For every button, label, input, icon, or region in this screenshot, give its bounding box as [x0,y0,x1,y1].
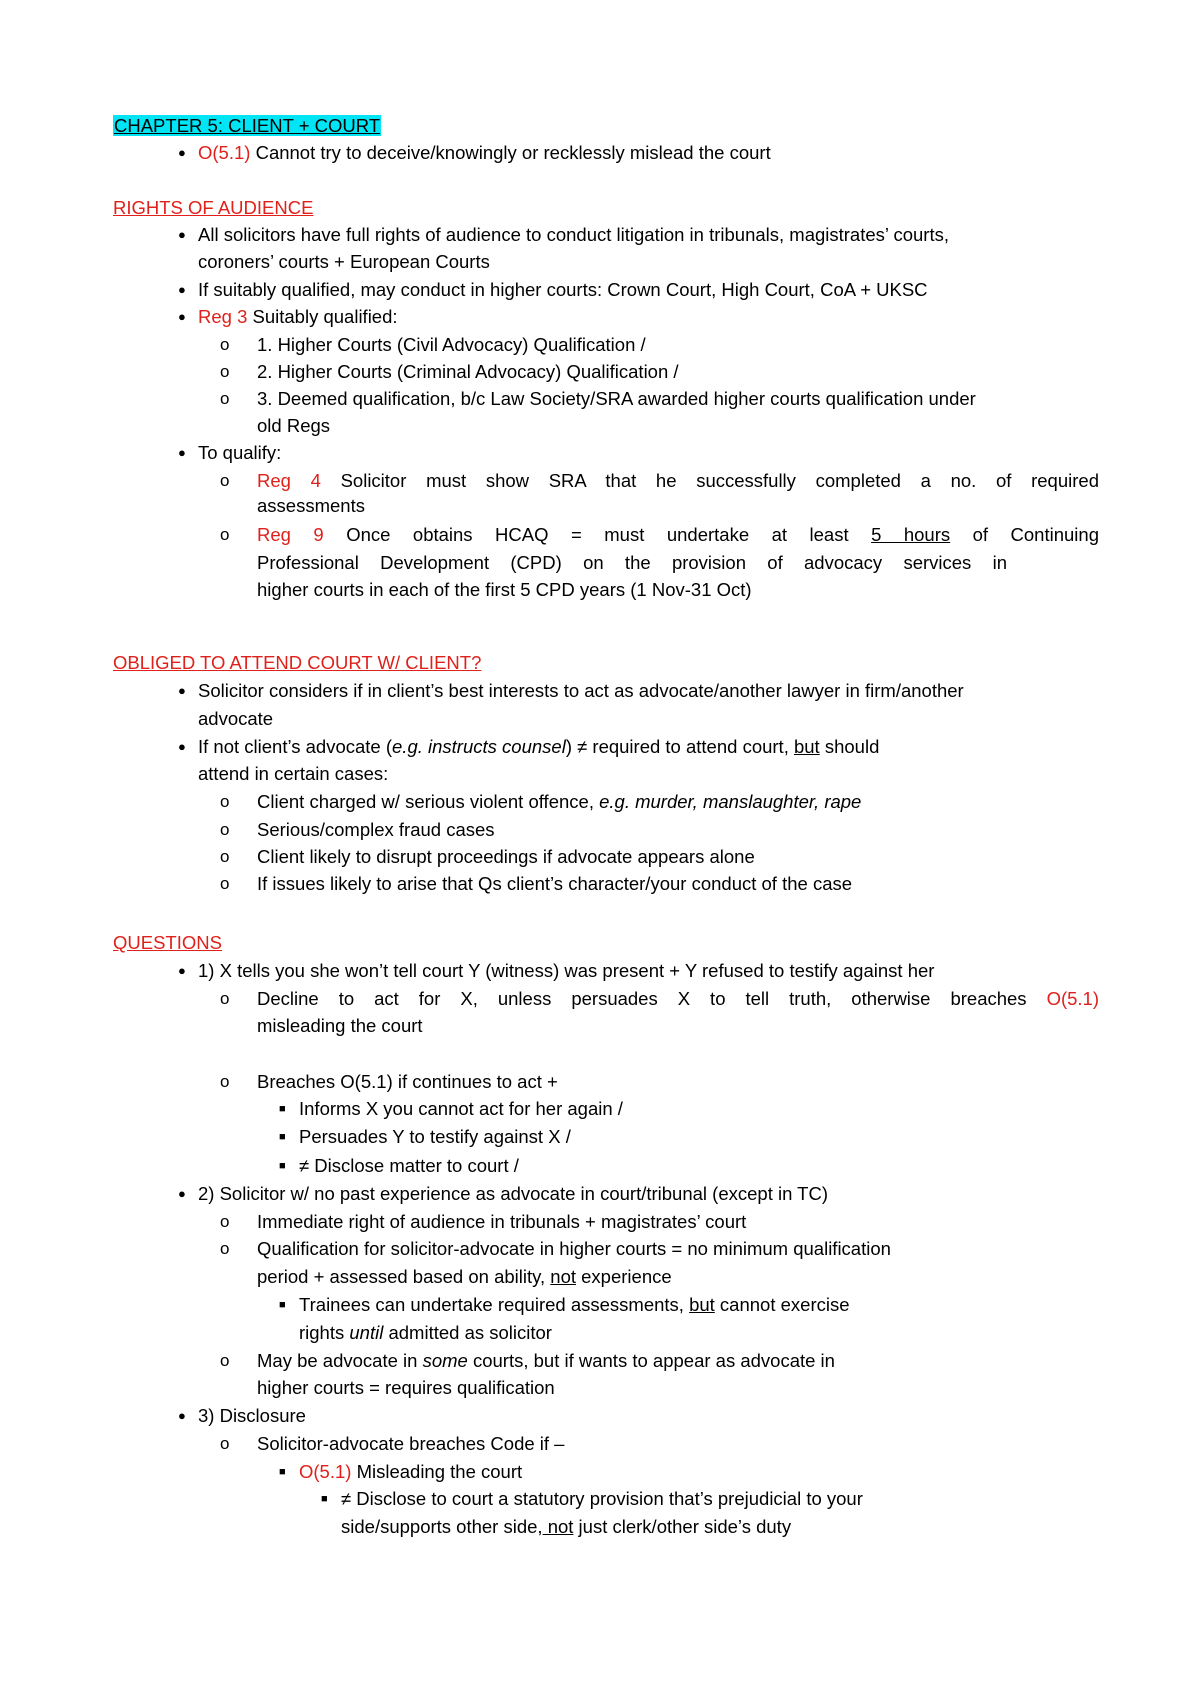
bullet: ● [178,145,186,160]
bullet: o [220,792,230,811]
bullet: o [220,989,230,1008]
q2-trainees-line2: rights until admitted as solicitor [299,1322,552,1343]
qual-3-cont: old Regs [257,415,331,436]
bullet: ● [178,739,186,754]
q3-disclose-line1: ≠ Disclose to court a statutory provision that’s prejudicial to your [341,1488,863,1509]
bullet: o [220,1072,230,1091]
bullet: ● [178,309,186,324]
bullet: o [220,874,230,893]
bullet: ■ [279,1299,286,1311]
q3-disclose-line2: side/supports other side, not just clerk/other side’s duty [341,1516,792,1537]
bullet: o [220,1434,230,1453]
questions-heading: QUESTIONS [113,932,222,953]
bullet: o [220,1351,230,1370]
chapter-title: CHAPTER 5: CLIENT + COURT [114,115,381,136]
case-disrupt: Client likely to disrupt proceedings if advocate appears alone [257,846,755,867]
question-1: 1) X tells you she won’t tell court Y (witness) was present + Y refused to testify against her [198,960,935,981]
bullet: o [220,820,230,839]
q2-qualification-line2: period + assessed based on ability, not experience [257,1266,672,1287]
bullet: o [220,335,230,354]
case-character: If issues likely to arise that Qs client’s character/your conduct of the case [257,873,853,894]
bullet: ● [178,963,186,978]
reg9-line3: higher courts in each of the first 5 CPD years (1 Nov-31 Oct) [257,579,752,600]
reg9-line1: Reg 9 Once obtains HCAQ = must undertake at least 5 hours of Continuing [257,524,1099,545]
considers-line2: advocate [198,708,274,729]
bullet: ■ [279,1466,286,1478]
reg4-line: Reg 4 Solicitor must show SRA that he successfully completed a no. of required [257,470,1099,491]
not-advocate-line2: attend in certain cases: [198,763,389,784]
bullet: o [220,525,230,544]
q1-option-2: Persuades Y to testify against X / [299,1126,571,1147]
bullet: o [220,1239,230,1258]
not-advocate-line1: If not client’s advocate (e.g. instructs counsel) ≠ required to attend court, but should [198,736,880,757]
bullet: ■ [279,1160,286,1172]
bullet: o [220,362,230,381]
bullet: o [220,471,230,490]
q1-breaches: Breaches O(5.1) if continues to act + [257,1071,558,1092]
q2-qualification-line1: Qualification for solicitor-advocate in higher courts = no minimum qualification [257,1238,891,1259]
q1-option-1: Informs X you cannot act for her again / [299,1098,623,1119]
case-violent: Client charged w/ serious violent offence, e.g. murder, manslaughter, rape [257,791,862,812]
q1-option-3: ≠ Disclose matter to court / [299,1155,519,1176]
bullet: ● [178,445,186,460]
all-solicitors-line2: coroners’ courts + European Courts [198,251,490,272]
obliged-heading: OBLIGED TO ATTEND COURT W/ CLIENT? [113,652,482,673]
bullet: o [220,389,230,408]
to-qualify: To qualify: [198,442,282,463]
bullet: ● [178,1408,186,1423]
question-2: 2) Solicitor w/ no past experience as advocate in court/tribunal (except in TC) [198,1183,828,1204]
qual-1: 1. Higher Courts (Civil Advocacy) Qualification / [257,334,646,355]
q3-o51: O(5.1) Misleading the court [299,1461,523,1482]
bullet: o [220,1212,230,1231]
q2-may-line1: May be advocate in some courts, but if wants to appear as advocate in [257,1350,835,1371]
o51-rule: O(5.1) Cannot try to deceive/knowingly or recklessly mislead the court [198,142,771,163]
bullet: o [220,847,230,866]
qual-3: 3. Deemed qualification, b/c Law Society/SRA awarded higher courts qualification under [257,388,976,409]
all-solicitors-line1: All solicitors have full rights of audience to conduct litigation in tribunals, magistrates’ courts, [198,224,949,245]
case-fraud: Serious/complex fraud cases [257,819,495,840]
q3-breaches: Solicitor-advocate breaches Code if – [257,1433,565,1454]
q1-decline-line2: misleading the court [257,1015,423,1036]
q2-immediate: Immediate right of audience in tribunals + magistrates’ court [257,1211,747,1232]
q1-decline-line1: Decline to act for X, unless persuades X to tell truth, otherwise breaches O(5.1) [257,988,1099,1009]
bullet: ● [178,282,186,297]
bullet: ● [178,227,186,242]
bullet: ■ [321,1493,328,1505]
bullet: ● [178,1186,186,1201]
bullet: ● [178,683,186,698]
q2-may-line2: higher courts = requires qualification [257,1377,555,1398]
considers-line1: Solicitor considers if in client’s best interests to act as advocate/another lawyer in firm/another [198,680,964,701]
q2-trainees-line1: Trainees can undertake required assessments, but cannot exercise [299,1294,850,1315]
reg9-line2: Professional Development (CPD) on the provision of advocacy services in [257,552,1007,573]
qual-2: 2. Higher Courts (Criminal Advocacy) Qualification / [257,361,679,382]
reg4-cont: assessments [257,495,365,516]
bullet: ■ [279,1131,286,1143]
question-3: 3) Disclosure [198,1405,306,1426]
rights-heading: RIGHTS OF AUDIENCE [113,197,314,218]
bullet: ■ [279,1103,286,1115]
higher-courts: If suitably qualified, may conduct in higher courts: Crown Court, High Court, CoA + UKSC [198,279,928,300]
reg3-line: Reg 3 Suitably qualified: [198,306,398,327]
